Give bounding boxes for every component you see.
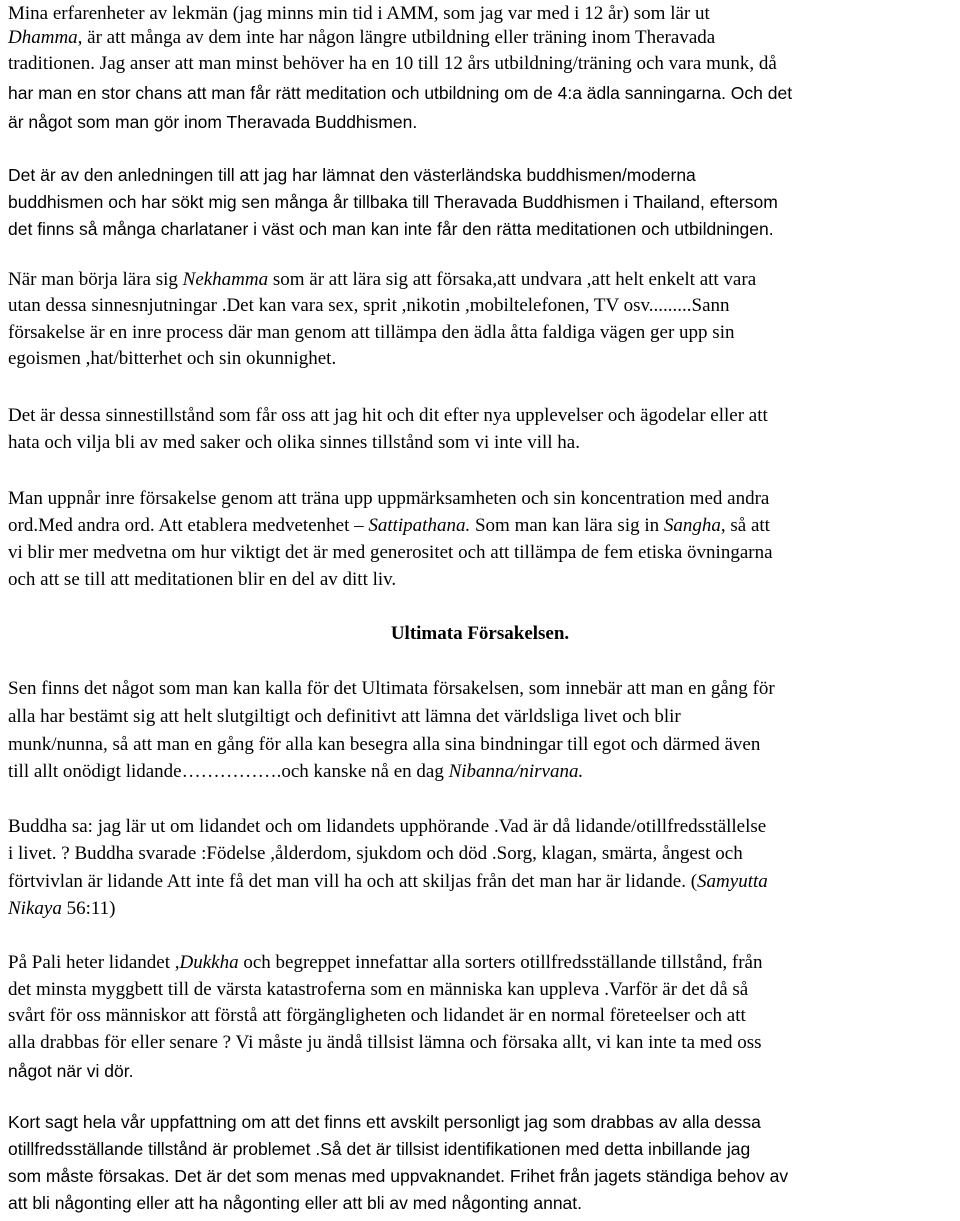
text-line: i livet. ? Buddha svarade :Födelse ,ålderdom, sjukdom och död .Sorg, klagan, smärta, ångest och [8,843,743,864]
text-line: egoismen ,hat/bitterhet och sin okunnighet. [8,348,337,369]
text-line: Det är av den anledningen till att jag har lämnat den västerländska buddhismen/moderna [8,165,696,185]
text-line: förtvivlan är lidande Att inte få det man vill ha och att skiljas från det man har är lidande. (Samyutta [8,871,768,892]
section-heading: Ultimata Försakelsen. [390,623,570,644]
text-line: försakelse är en inre process där man genom att tillämpa den ädla åtta faldiga vägen ger upp sin [8,322,735,343]
text-line: alla har bestämt sig att helt slutgiltigt och definitivt att lämna det världsliga livet och blir [8,706,681,727]
text-line: till allt onödigt lidande…………….och kanske nå en dag Nibanna/nirvana. [8,761,584,782]
text-line: det finns så många charlataner i väst och man kan inte får den rätta meditationen och utbildningen. [8,219,774,239]
text-line: det minsta myggbett till de värsta katastroferna som en människa kan uppleva .Varför är det då så [8,979,749,1000]
text-line: alla drabbas för eller senare ? Vi måste ju ändå tillsist lämna och försaka allt, vi kan inte ta med oss [8,1032,762,1053]
text-line: Man uppnår inre försakelse genom att träna upp uppmärksamheten och sin koncentration med andra [8,488,770,509]
text-line: När man börja lära sig Nekhamma som är att lära sig att försaka,att undvara ,att helt enkelt att vara [8,269,757,290]
italic-term: Nekhamma [182,269,269,290]
text-line: har man en stor chans att man får rätt meditation och utbildning om de 4:a ädla sanningarna. Och det [8,83,793,103]
text-line: utan dessa sinnesnjutningar .Det kan vara sex, sprit ,nikotin ,mobiltelefonen, TV osv.........Sann [8,295,730,316]
text-line: traditionen. Jag anser att man minst behöver ha en 10 till 12 års utbildning/träning och vara munk, då [8,53,777,74]
text-line: Kort sagt hela vår uppfattning om att det finns ett avskilt personligt jag som drabbas av alla dessa [8,1112,761,1132]
text-line: Sen finns det något som man kan kalla för det Ultimata försakelsen, som innebär att man en gång för [8,678,775,699]
text-line: otillfredsställande tillstånd är problemet .Så det är tillsist identifikationen med detta inbillande jag [8,1139,751,1159]
text-line: Buddha sa: jag lär ut om lidandet och om lidandets upphörande .Vad är då lidande/otillfredsställelse [8,816,767,837]
text-line: svårt för oss människor att förstå att förgängligheten och lidandet är en normal företeelser och att [8,1005,746,1026]
text-line: att bli någonting eller att ha någonting eller att bli av med någonting annat. [8,1193,583,1213]
text-line: Dhamma, är att många av dem inte har någon längre utbildning eller träning inom Theravada [8,27,716,48]
italic-term: Dhamma, [8,27,83,48]
text-line: Nikaya 56:11) [8,898,116,919]
text-line: hata och vilja bli av med saker och olika sinnes tillstånd som vi inte vill ha. [8,432,580,453]
text-line: Det är dessa sinnestillstånd som får oss att jag hit och dit efter nya upplevelser och ägodelar eller att [8,405,768,426]
text-line: något när vi dör. [8,1061,134,1081]
text-line: ord.Med andra ord. Att etablera medvetenhet – Sattipathana. Som man kan lära sig in Sangha, så att [8,515,770,536]
text-line: och att se till att meditationen blir en del av ditt liv. [8,569,397,590]
italic-term: Dukkha [179,952,239,973]
text-line: som måste försakas. Det är det som menas med uppvaknandet. Frihet från jagets ständiga behov av [8,1166,789,1186]
italic-term: Sattipathana. [368,515,471,536]
italic-term: Samyutta [697,871,768,892]
italic-term: Nikaya [8,898,62,919]
text-line: är något som man gör inom Theravada Buddhismen. [8,112,418,132]
text-line: buddhismen och har sökt mig sen många år tillbaka till Theravada Buddhismen i Thailand, eftersom [8,192,778,212]
text-line: Mina erfarenheter av lekmän (jag minns min tid i AMM, som jag var med i 12 år) som lär ut [8,3,710,24]
text-line: På Pali heter lidandet ,Dukkha och begreppet innefattar alla sorters otillfredsställande tillstånd, från [8,952,763,973]
italic-term: Sangha [663,515,721,536]
italic-term: Nibanna/nirvana. [448,761,584,782]
text-line: munk/nunna, så att man en gång för alla kan besegra alla sina bindningar till egot och därmed även [8,734,761,755]
text-line: vi blir mer medvetna om hur viktigt det är med generositet och att tillämpa de fem etiska övningarna [8,542,773,563]
